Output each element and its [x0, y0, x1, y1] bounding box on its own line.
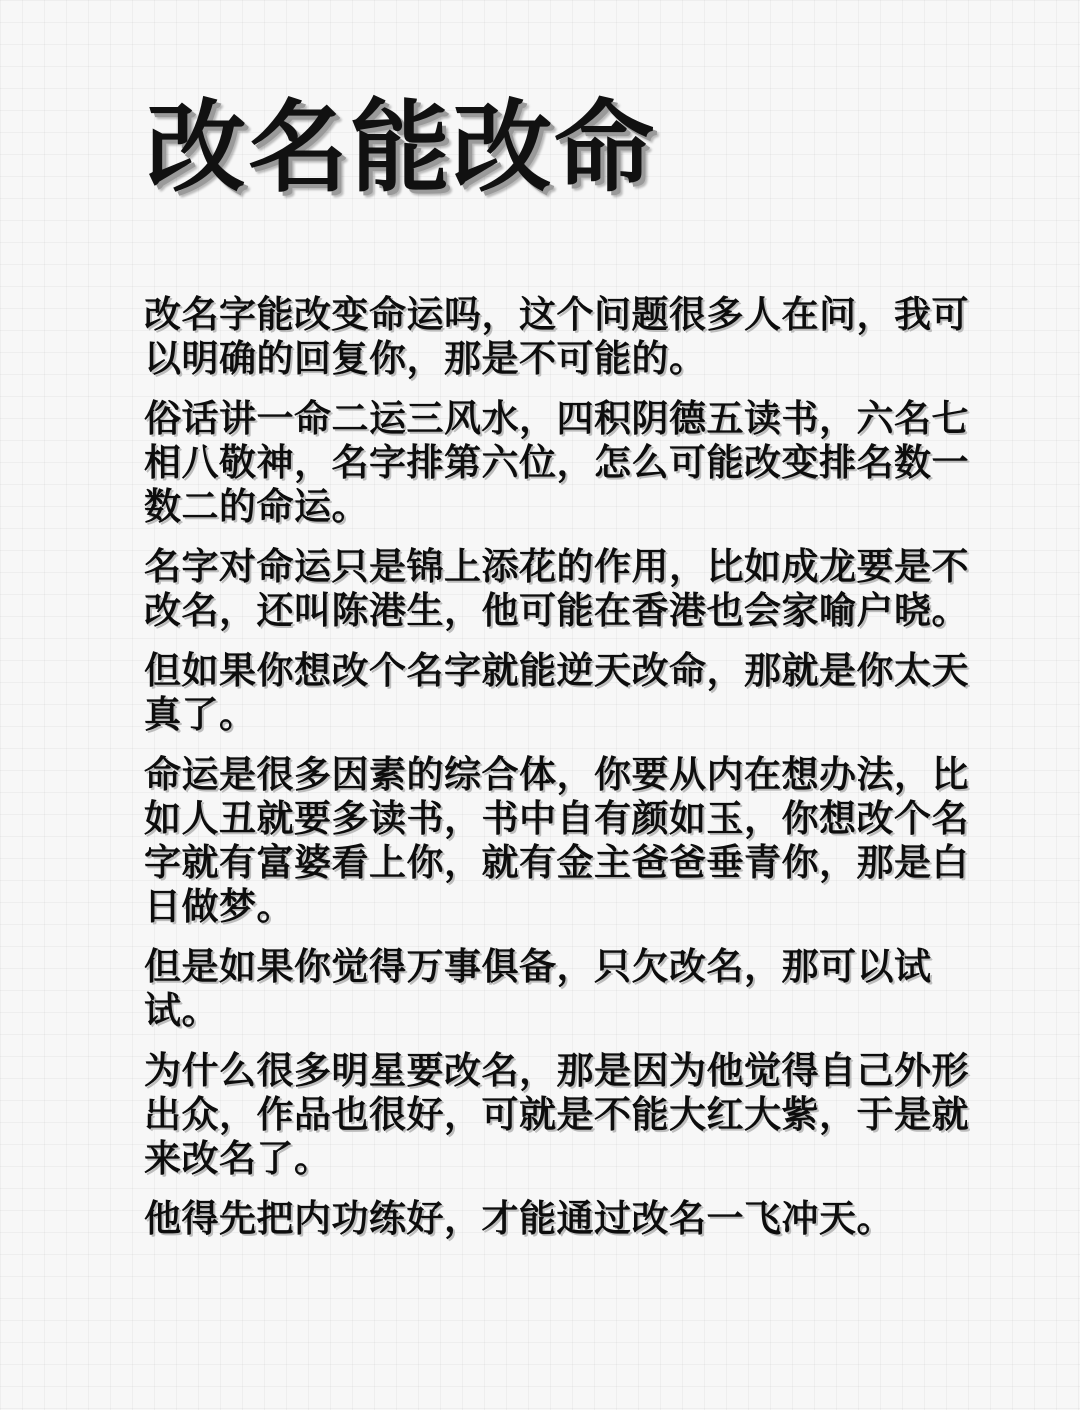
- article-title: 改名能改命: [146, 89, 656, 206]
- paragraph: 改名字能改变命运吗，这个问题很多人在问，我可以明确的回复你，那是不可能的。: [144, 293, 969, 380]
- paragraph: 但如果你想改个名字就能逆天改命，那就是你太天真了。: [144, 649, 969, 736]
- paragraph: 俗话讲一命二运三风水，四积阴德五读书，六名七相八敬神，名字排第六位，怎么可能改变排名数一数二的命运。: [144, 397, 969, 528]
- paragraph: 名字对命运只是锦上添花的作用，比如成龙要是不改名，还叫陈港生，他可能在香港也会家喻户晓。: [144, 545, 969, 632]
- paragraph: 他得先把内功练好，才能通过改名一飞冲天。: [144, 1197, 894, 1240]
- paragraph: 命运是很多因素的综合体，你要从内在想办法，比如人丑就要多读书，书中自有颜如玉，你想改个名字就有富婆看上你，就有金主爸爸垂青你，那是白日做梦。: [144, 753, 969, 928]
- paragraph: 但是如果你觉得万事俱备，只欠改名，那可以试试。: [144, 945, 932, 1032]
- paragraph: 为什么很多明星要改名，那是因为他觉得自己外形出众，作品也很好，可就是不能大红大紫，于是就来改名了。: [144, 1049, 969, 1180]
- article-body: [144, 293, 980, 1257]
